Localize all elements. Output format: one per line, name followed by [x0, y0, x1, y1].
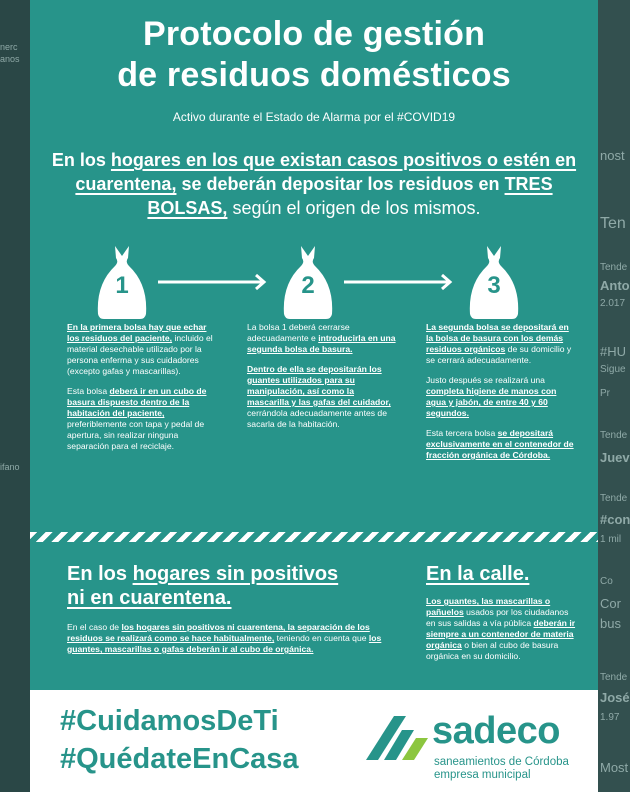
text: En el caso de	[67, 622, 122, 632]
paragraph	[426, 322, 576, 366]
section-text-no-positives	[67, 622, 385, 655]
trash-bag-icon-3	[466, 244, 522, 320]
emphasis: se depositará exclusivamente en el contenedor de fracción orgánica de Córdoba.	[426, 428, 574, 460]
text: incluido el material desechable utilizado por la persona enferma y sus cuidadores (excepto gafas y mascarillas).	[67, 333, 213, 376]
sadeco-logo-icon	[366, 714, 432, 762]
side-right-text: José	[600, 690, 630, 705]
side-right-text: 1.97	[600, 712, 620, 723]
side-right-text: Tende	[600, 672, 628, 683]
emphasis: deberán ir siempre a un contenedor de materia orgánica	[426, 618, 576, 650]
logo-subtitle: empresa municipal	[434, 769, 531, 781]
side-right-text: 1 mil	[600, 534, 622, 545]
lead-text: se deberán depositar los residuos en	[176, 174, 505, 194]
side-right-text: #HU	[600, 344, 627, 359]
emphasis: En la primera bolsa hay que echar los residuos del paciente,	[67, 322, 207, 343]
emphasis: Los guantes, las mascarillas o pañuelos	[426, 596, 551, 617]
side-right-text: Tende	[600, 262, 628, 273]
section-heading-street	[426, 562, 576, 586]
side-left-text: anos	[0, 54, 20, 64]
step-1-description	[67, 322, 217, 461]
hashtag-cuidamos: #CuidamosDeTi	[60, 705, 279, 737]
side-right-text: Most	[600, 760, 629, 775]
sadeco-logo-text: sadeco	[432, 710, 560, 752]
text: usados por los ciudadanos en sus salidas a vía pública	[426, 607, 569, 628]
side-right-text: 2.017	[600, 298, 626, 309]
arrow-right-icon	[158, 272, 270, 292]
striped-divider	[30, 532, 598, 542]
emphasis: La segunda bolsa se depositará en la bolsa de basura con los demás residuos orgánicos	[426, 322, 569, 354]
emphasis: deberá ir en un cubo de basura dispuesto dentro de la habitación del paciente,	[67, 386, 207, 418]
side-right-text: Anto	[600, 278, 630, 293]
paragraph	[426, 428, 576, 461]
side-right-text: Ten	[600, 215, 626, 232]
side-right-text: Pr	[600, 388, 610, 399]
hashtag-quedate: #QuédateEnCasa	[60, 743, 299, 775]
text: teniendo en cuenta que	[274, 633, 369, 643]
paragraph	[67, 322, 217, 377]
emphasis: los hogares sin positivos ni cuarentena, la separación de los residuos se realizará como se hace habitualmente,	[67, 622, 370, 643]
paragraph	[247, 364, 397, 430]
step-number: 3	[487, 272, 501, 299]
step-number: 2	[301, 272, 315, 299]
paragraph	[67, 386, 217, 452]
lead-emphasis: TRES BOLSAS,	[147, 174, 553, 218]
emphasis: introducirla en una segunda bolsa de basura.	[247, 333, 396, 354]
step-number: 1	[115, 272, 129, 299]
paragraph	[426, 375, 576, 419]
trash-bag-icon-1	[94, 244, 150, 320]
text: Esta tercera bolsa	[426, 428, 498, 438]
text: o bien al cubo de basura orgánica en su domicilio.	[426, 640, 559, 661]
heading-emphasis: hogares sin positivos	[132, 563, 339, 585]
arrow-right-icon	[344, 272, 456, 292]
step-2-description	[247, 322, 397, 439]
lead-text: según el origen de los mismos.	[227, 198, 481, 218]
title-line: Protocolo de gestión	[142, 15, 486, 53]
heading-text: En los	[67, 563, 133, 585]
poster-subtitle: Activo durante el Estado de Alarma por el #COVID19	[172, 110, 456, 124]
poster-footer	[30, 690, 598, 792]
lead-paragraph	[50, 148, 578, 220]
side-right-text: Juev	[600, 450, 630, 465]
side-right-text: Tende	[600, 493, 628, 504]
heading-emphasis: ni en cuarentena.	[67, 587, 232, 609]
heading-emphasis: En la calle.	[426, 563, 530, 585]
side-right-text: Cor	[600, 596, 621, 611]
side-right-text: Tende	[600, 430, 628, 441]
side-right-text: Sigue	[600, 364, 626, 375]
side-left-text: nerc	[0, 42, 18, 52]
logo-subtitle: saneamientos de Córdoba	[434, 756, 569, 768]
side-right-text: #con	[600, 512, 630, 527]
trash-bag-icon-2	[280, 244, 336, 320]
emphasis: Dentro de ella se depositarán los guantes utilizados para su manipulación, así como la mascarilla y las gafas del cuidador,	[247, 364, 391, 407]
poster-title	[30, 14, 598, 96]
text: de su domicilio y se cerrará adecuadamente.	[426, 344, 572, 365]
text: preferiblemente con tapa y pedal de apertura, sin realizar ninguna separación para el reciclaje.	[67, 419, 205, 451]
step-3-description	[426, 322, 576, 470]
background-page-left	[0, 0, 30, 792]
section-heading-no-positives	[67, 562, 407, 610]
side-right-text: Co	[600, 576, 613, 587]
emphasis: completa higiene de manos con agua y jabón, de entre 40 y 60 segundos.	[426, 386, 557, 418]
text: cerrándola adecuadamente antes de sacarla de la habitación.	[247, 408, 387, 429]
side-right-text: bus	[600, 616, 621, 631]
paragraph	[247, 322, 397, 355]
side-right-text: nost	[600, 148, 625, 163]
side-left-text: ifano	[0, 462, 20, 472]
lead-text: En los	[51, 150, 111, 170]
text: Justo después se realizará una	[426, 375, 545, 385]
emphasis: los guantes, mascarillas o gafas deberán ir al cubo de orgánica.	[67, 633, 382, 654]
title-line: de residuos domésticos	[117, 56, 511, 94]
text: La bolsa 1 deberá cerrarse adecuadamente e	[247, 322, 350, 343]
infographic-poster	[30, 0, 598, 792]
background-page-right	[598, 0, 630, 792]
section-text-street	[426, 596, 576, 662]
lead-emphasis: hogares en los que existan casos positivos o estén en cuarentena,	[75, 150, 577, 194]
text: Esta bolsa	[67, 386, 110, 396]
